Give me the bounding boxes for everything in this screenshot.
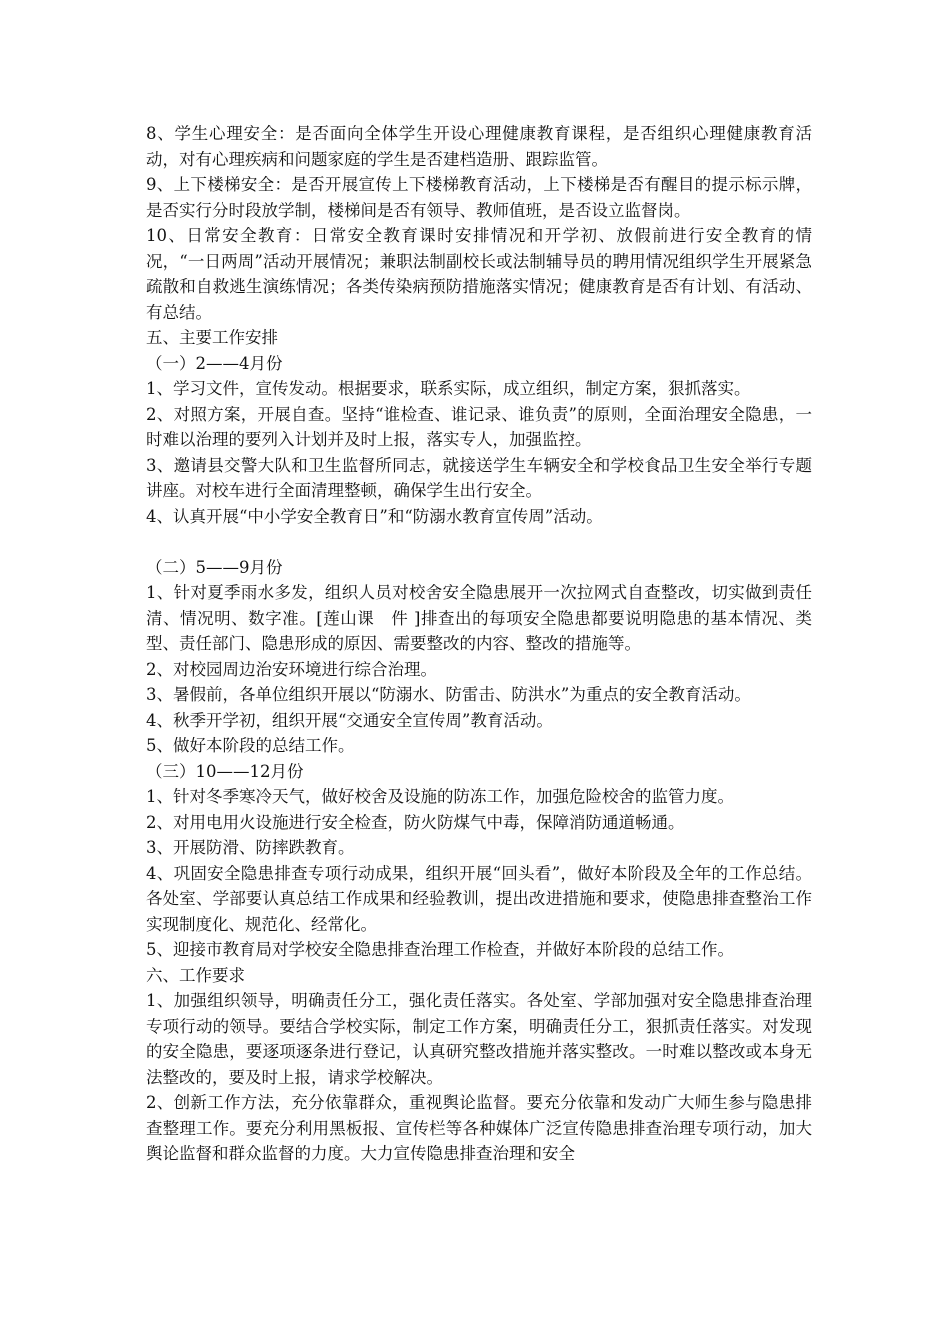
subheading-period-3: （三）10——12月份 <box>146 761 304 781</box>
period-2-item-4: 4、秋季开学初，组织开展“交通安全宣传周”教育活动。 <box>146 710 553 730</box>
period-3-item-4: 4、巩固安全隐患排查专项行动成果，组织开展“回头看”，做好本阶段及全年的工作总结。各处室、学部要认真总结工作成果和经验教训，提出改进措施和要求，使隐患排查整治工作实现制度化、规范化、经常化。 <box>146 863 812 934</box>
subheading-period-2: （二）5——9月份 <box>146 557 283 577</box>
period-2-item-2: 2、对校园周边治安环境进行综合治理。 <box>146 659 437 679</box>
section-heading-work-requirements: 六、工作要求 <box>146 965 245 985</box>
blank-line <box>146 529 812 555</box>
item-stairway-safety: 9、上下楼梯安全：是否开展宣传上下楼梯教育活动，上下楼梯是否有醒目的提示标示牌，是否实行分时段放学制，楼梯间是否有领导、教师值班，是否设立监督岗。 <box>146 175 812 220</box>
item-psychological-safety: 8、学生心理安全：是否面向全体学生开设心理健康教育课程，是否组织心理健康教育活动，对有心理疾病和问题家庭的学生是否建档造册、跟踪监管。 <box>146 124 812 169</box>
period-3-item-2: 2、对用电用火设施进行安全检查，防火防煤气中毒，保障消防通道畅通。 <box>146 812 685 832</box>
period-1-item-3: 3、邀请县交警大队和卫生监督所同志，就接送学生车辆安全和学校食品卫生安全举行专题讲座。对校车进行全面清理整顿，确保学生出行安全。 <box>146 455 812 500</box>
section-heading-work-schedule: 五、主要工作安排 <box>146 328 278 347</box>
period-1-item-1: 1、学习文件，宣传发动。根据要求，联系实际，成立组织，制定方案，狠抓落实。 <box>146 379 751 398</box>
period-2-item-3: 3、暑假前，各单位组织开展以“防溺水、防雷击、防洪水”为重点的安全教育活动。 <box>146 685 751 704</box>
requirement-item-2: 2、创新工作方法，充分依靠群众，重视舆论监督。要充分依靠和发动广大师生参与隐患排查整理工作。要充分利用黑板报、宣传栏等各种媒体广泛宣传隐患排查治理专项行动，加大舆论监督和群众监督的力度。大力宣传隐患排查治理和安全 <box>146 1093 812 1163</box>
period-2-item-1: 1、针对夏季雨水多发，组织人员对校舍安全隐患展开一次拉网式自查整改，切实做到责任清、情况明、数字准。[莲山课 件 ]排查出的每项安全隐患都要说明隐患的基本情况、类型、责任部门、隐患形成的原因、需要整改的内容、整改的措施等。 <box>146 583 812 653</box>
requirement-item-1: 1、加强组织领导，明确责任分工，强化责任落实。各处室、学部加强对安全隐患排查治理专项行动的领导。要结合学校实际，制定工作方案，明确责任分工，狠抓责任落实。对发现的安全隐患，要逐项逐条进行登记，认真研究整改措施并落实整改。一时难以整改或本身无法整改的，要及时上报，请求学校解决。 <box>146 991 812 1087</box>
period-3-item-5: 5、迎接市教育局对学校安全隐患排查治理工作检查，并做好本阶段的总结工作。 <box>146 940 734 959</box>
period-3-item-3: 3、开展防滑、防摔跌教育。 <box>146 838 355 857</box>
period-3-item-1: 1、针对冬季寒冷天气，做好校舍及设施的防冻工作，加强危险校舍的监管力度。 <box>146 787 734 806</box>
period-1-item-2: 2、对照方案，开展自查。坚持“谁检查、谁记录、谁负责”的原则，全面治理安全隐患，一时难以治理的要列入计划并及时上报，落实专人，加强监控。 <box>146 404 812 449</box>
document-body <box>146 121 812 1167</box>
item-daily-safety-education: 10、日常安全教育：日常安全教育课时安排情况和开学初、放假前进行安全教育的情况，“一日两周”活动开展情况；兼职法制副校长或法制辅导员的聘用情况组织学生开展紧急疏散和自救逃生演练情况；各类传染病预防措施落实情况；健康教育是否有计划、有活动、有总结。 <box>146 226 812 322</box>
period-1-item-4: 4、认真开展“中小学安全教育日”和“防溺水教育宣传周”活动。 <box>146 506 603 526</box>
subheading-period-1: （一）2——4月份 <box>146 353 283 373</box>
period-2-item-5: 5、做好本阶段的总结工作。 <box>146 736 355 755</box>
